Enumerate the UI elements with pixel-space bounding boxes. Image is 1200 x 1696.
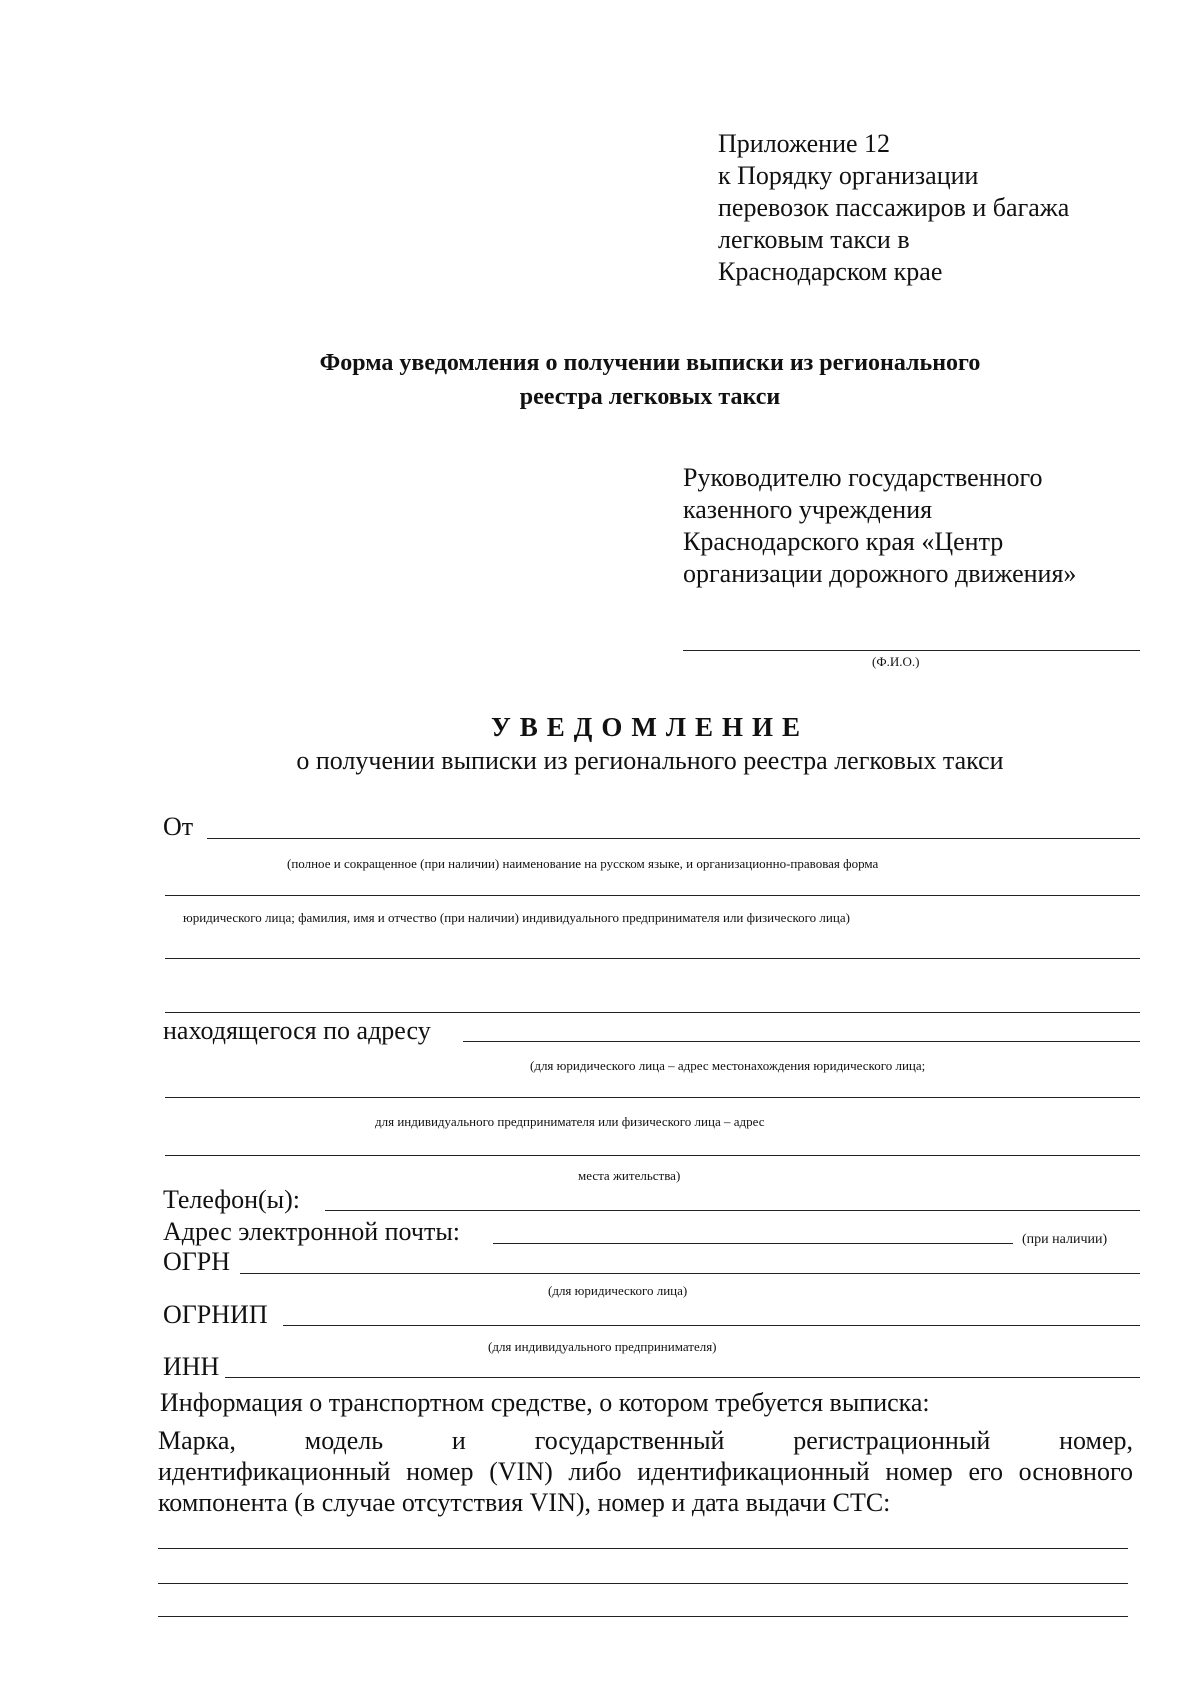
from-hint-2: юридического лица; фамилия, имя и отчество (при наличии) индивидуального предпринимателя или физического лица) bbox=[183, 910, 850, 925]
address-hint-1: (для юридического лица – адрес местонахождения юридического лица; bbox=[530, 1058, 926, 1073]
vehicle-field-line-1[interactable] bbox=[158, 1548, 1128, 1549]
fio-field-line[interactable] bbox=[683, 650, 1140, 651]
appendix-block bbox=[718, 128, 1069, 288]
notice-subheading: о получении выписки из регионального реестра легковых такси bbox=[296, 746, 1004, 775]
notice-heading: УВЕДОМЛЕНИЕ bbox=[490, 712, 810, 742]
from-label: От bbox=[163, 812, 194, 841]
from-field-line[interactable] bbox=[207, 838, 1140, 839]
address-hint-2: для индивидуального предпринимателя или физического лица – адрес bbox=[375, 1114, 765, 1129]
vehicle-field-line-2[interactable] bbox=[158, 1583, 1128, 1584]
ogrn-label: ОГРН bbox=[163, 1247, 231, 1276]
from-field-line-4[interactable] bbox=[165, 1012, 1140, 1013]
form-title-line-2: реестра легковых такси bbox=[519, 384, 781, 410]
ogrnip-hint: (для индивидуального предпринимателя) bbox=[488, 1339, 717, 1354]
ogrnip-label: ОГРНИП bbox=[163, 1300, 268, 1329]
address-hint-3: места жительства) bbox=[578, 1168, 681, 1183]
appendix-line: перевозок пассажиров и багажа bbox=[718, 193, 1070, 222]
appendix-line: легковым такси в bbox=[718, 225, 910, 254]
vehicle-line-2: идентификационный номер (VIN) либо идентификационный номер его основного компонента (в случае отсутствия VIN), номер и дата выдачи СТС: bbox=[158, 1457, 1133, 1517]
appendix-line: Краснодарском крае bbox=[718, 257, 943, 286]
vehicle-intro: Информация о транспортном средстве, о котором требуется выписка: bbox=[160, 1388, 930, 1417]
form-title bbox=[220, 346, 1080, 414]
address-field-line-2[interactable] bbox=[165, 1097, 1140, 1098]
form-title-line-1: Форма уведомления о получении выписки из регионального bbox=[319, 350, 981, 376]
email-label: Адрес электронной почты: bbox=[163, 1217, 461, 1246]
addressee-line: казенного учреждения bbox=[683, 495, 933, 524]
address-label: находящегося по адресу bbox=[163, 1016, 431, 1045]
from-field-line-2[interactable] bbox=[165, 895, 1140, 896]
vehicle-line-1: Марка, модель и государственный регистрационный номер, bbox=[158, 1426, 1133, 1455]
phone-label: Телефон(ы): bbox=[163, 1185, 301, 1214]
inn-label: ИНН bbox=[163, 1352, 220, 1381]
ogrn-field-line[interactable] bbox=[240, 1273, 1140, 1274]
email-hint: (при наличии) bbox=[1022, 1232, 1108, 1247]
address-field-line[interactable] bbox=[463, 1041, 1140, 1042]
addressee-block bbox=[683, 462, 1076, 590]
appendix-line: к Порядку организации bbox=[718, 161, 979, 190]
inn-field-line[interactable] bbox=[225, 1377, 1140, 1378]
vehicle-field-line-3[interactable] bbox=[158, 1616, 1128, 1617]
email-field-line[interactable] bbox=[493, 1243, 1013, 1244]
fio-hint: (Ф.И.О.) bbox=[872, 654, 920, 669]
vehicle-description bbox=[158, 1425, 1133, 1518]
address-field-line-3[interactable] bbox=[165, 1155, 1140, 1156]
ogrnip-field-line[interactable] bbox=[283, 1325, 1140, 1326]
addressee-line: организации дорожного движения» bbox=[683, 559, 1077, 588]
phone-field-line[interactable] bbox=[325, 1210, 1140, 1211]
addressee-line: Краснодарского края «Центр bbox=[683, 527, 1004, 556]
appendix-line: Приложение 12 bbox=[718, 129, 891, 158]
from-hint-1: (полное и сокращенное (при наличии) наименование на русском языке, и организационно-правовая форма bbox=[287, 856, 879, 871]
addressee-line: Руководителю государственного bbox=[683, 463, 1043, 492]
ogrn-hint: (для юридического лица) bbox=[548, 1283, 688, 1298]
from-field-line-3[interactable] bbox=[165, 958, 1140, 959]
